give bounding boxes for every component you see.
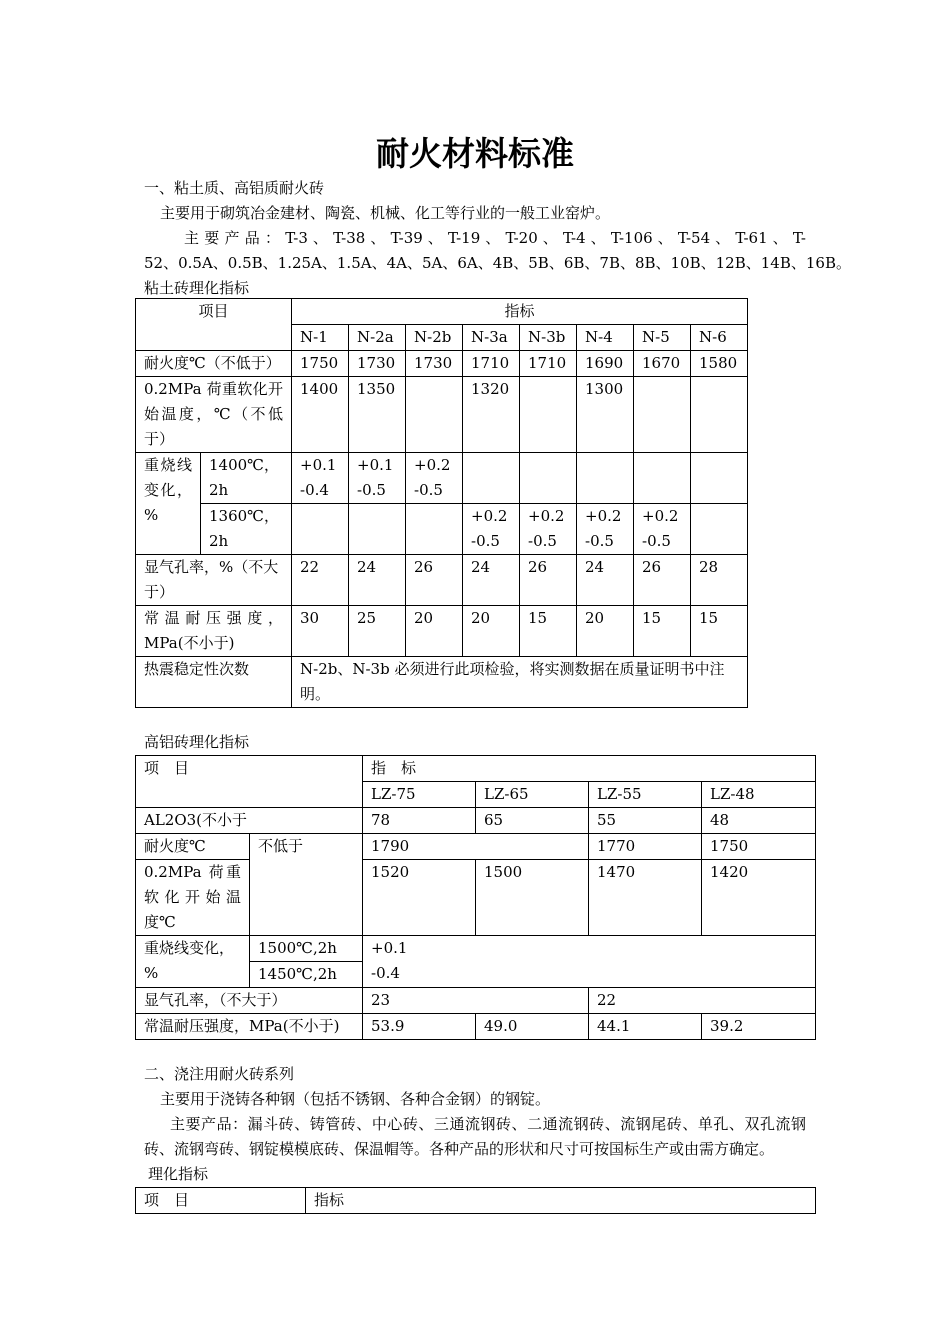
clay-value (349, 504, 406, 555)
alumina-refractoriness-qualifier: 不低于 (250, 834, 363, 936)
clay-value: 22 (292, 555, 349, 606)
clay-value: 1710 (463, 351, 520, 377)
clay-strength-label: 常温耐压强度，MPa(不小于) (136, 606, 292, 657)
clay-value: 1350 (349, 377, 406, 453)
clay-grade: N-6 (691, 325, 748, 351)
alumina-value: 1420 (702, 860, 816, 936)
clay-value: 20 (406, 606, 463, 657)
clay-value: 1300 (577, 377, 634, 453)
clay-value: 24 (349, 555, 406, 606)
clay-value: +0.2 -0.5 (406, 453, 463, 504)
clay-value: 26 (520, 555, 577, 606)
alumina-strength-label: 常温耐压强度，MPa(不小于) (136, 1014, 363, 1040)
clay-grade: N-2b (406, 325, 463, 351)
alumina-value: 53.9 (363, 1014, 476, 1040)
clay-value: +0.2 -0.5 (520, 504, 577, 555)
clay-value (520, 377, 577, 453)
clay-value: 26 (634, 555, 691, 606)
section1-usage: 主要用于砌筑冶金建材、陶瓷、机械、化工等行业的一般工业窑炉。 (160, 204, 611, 222)
clay-value: 1670 (634, 351, 691, 377)
clay-grade: N-2a (349, 325, 406, 351)
clay-item-header: 项目 (136, 299, 292, 351)
casting-index-header: 指标 (306, 1188, 816, 1214)
clay-softening-label: 0.2MPa 荷重软化开始温度，℃（不低于） (136, 377, 292, 453)
alumina-brick-table (135, 755, 816, 1040)
alumina-reheat-label: 重烧线变化，% (136, 936, 250, 988)
section1-products-line2: 52、0.5A、0.5B、1.25A、1.5A、4A、5A、6A、4B、5B、6B、7B、8B、10B、12B、14B、16B。 (144, 254, 851, 272)
clay-value (691, 453, 748, 504)
alumina-value: 23 (363, 988, 589, 1014)
alumina-value: 39.2 (702, 1014, 816, 1040)
clay-value: 24 (463, 555, 520, 606)
alumina-reheat-val1: +0.1 (371, 939, 408, 957)
section2-heading: 二、浇注用耐火砖系列 (144, 1065, 295, 1083)
alumina-value: 1750 (702, 834, 816, 860)
clay-value (292, 504, 349, 555)
alumina-reheat-val2: -0.4 (371, 964, 400, 982)
clay-value (691, 377, 748, 453)
clay-table-caption: 粘土砖理化指标 (144, 279, 250, 297)
section1-heading: 一、粘土质、高铝质耐火砖 (144, 179, 325, 197)
clay-porosity-label: 显气孔率，%（不大于） (136, 555, 292, 606)
alumina-table-caption: 高铝砖理化指标 (144, 733, 250, 751)
clay-thermal-shock-note: N-2b、N-3b 必须进行此项检验，将实测数据在质量证明书中注明。 (292, 657, 748, 708)
alumina-value: 55 (589, 808, 702, 834)
section2-usage: 主要用于浇铸各种钢（包括不锈钢、各种合金钢）的钢锭。 (160, 1090, 551, 1108)
clay-grade: N-4 (577, 325, 634, 351)
section2-caption: 理化指标 (148, 1165, 209, 1183)
alumina-grade: LZ-65 (476, 782, 589, 808)
clay-reheat-cond1: 1400℃，2h (201, 453, 292, 504)
alumina-value: 1520 (363, 860, 476, 936)
clay-refractoriness-label: 耐火度℃（不低于） (136, 351, 292, 377)
clay-value: 20 (463, 606, 520, 657)
clay-value: 28 (691, 555, 748, 606)
alumina-reheat-values (363, 936, 816, 988)
clay-value: 25 (349, 606, 406, 657)
clay-grade: N-5 (634, 325, 691, 351)
casting-item-header: 项 目 (136, 1188, 306, 1214)
clay-index-header: 指标 (292, 299, 748, 325)
section2-products-line2: 砖、流钢弯砖、钢锭模模底砖、保温帽等。各种产品的形状和尺寸可按国标生产或由需方确定。 (144, 1140, 775, 1158)
clay-value: 24 (577, 555, 634, 606)
alumina-value: 22 (589, 988, 816, 1014)
alumina-value: 65 (476, 808, 589, 834)
clay-value (406, 504, 463, 555)
alumina-softening-label: 0.2MPa 荷重软化开始温度℃ (136, 860, 250, 936)
clay-value (463, 453, 520, 504)
alumina-grade: LZ-48 (702, 782, 816, 808)
alumina-item-header: 项 目 (136, 756, 363, 808)
clay-value: +0.2 -0.5 (634, 504, 691, 555)
clay-brick-table (135, 298, 748, 708)
alumina-value: 44.1 (589, 1014, 702, 1040)
alumina-index-header: 指 标 (363, 756, 816, 782)
alumina-refractoriness-label: 耐火度℃ (136, 834, 250, 860)
alumina-value: 1770 (589, 834, 702, 860)
clay-grade: N-3b (520, 325, 577, 351)
clay-value (406, 377, 463, 453)
clay-value (634, 377, 691, 453)
clay-value: 15 (634, 606, 691, 657)
clay-value: 1690 (577, 351, 634, 377)
clay-reheat-label: 重烧线变化，% (136, 453, 201, 555)
alumina-grade: LZ-55 (589, 782, 702, 808)
clay-value: 1400 (292, 377, 349, 453)
alumina-reheat-cond1: 1500℃,2h (250, 936, 363, 962)
alumina-reheat-cond2: 1450℃,2h (250, 962, 363, 988)
page-title: 耐火材料标准 (376, 134, 574, 173)
alumina-al2o3-label: AL2O3(不小于 (136, 808, 363, 834)
alumina-value: 78 (363, 808, 476, 834)
clay-value: 1750 (292, 351, 349, 377)
clay-value: +0.1 -0.5 (349, 453, 406, 504)
clay-value: 15 (691, 606, 748, 657)
clay-value: 1710 (520, 351, 577, 377)
clay-value: +0.2 -0.5 (577, 504, 634, 555)
section2-products-line1: 主要产品：漏斗砖、铸管砖、中心砖、三通流钢砖、二通流钢砖、流钢尾砖、单孔、双孔流钢 (170, 1115, 806, 1133)
clay-value: 15 (520, 606, 577, 657)
section1-products-line1: 主 要 产 品 ： T-3 、 T-38 、 T-39 、 T-19 、 T-20 、 T-4 、 T-106 、 T-54 、 T-61 、 T- (184, 229, 806, 247)
alumina-grade: LZ-75 (363, 782, 476, 808)
clay-value: 1730 (406, 351, 463, 377)
alumina-porosity-label: 显气孔率，（不大于） (136, 988, 363, 1014)
clay-value: 26 (406, 555, 463, 606)
clay-value: 30 (292, 606, 349, 657)
clay-thermal-shock-label: 热震稳定性次数 (136, 657, 292, 708)
alumina-value: 48 (702, 808, 816, 834)
clay-grade: N-3a (463, 325, 520, 351)
clay-grade: N-1 (292, 325, 349, 351)
clay-value (634, 453, 691, 504)
alumina-value: 1790 (363, 834, 589, 860)
alumina-value: 1470 (589, 860, 702, 936)
casting-brick-table (135, 1187, 816, 1214)
clay-value: 1730 (349, 351, 406, 377)
clay-reheat-cond2: 1360℃，2h (201, 504, 292, 555)
clay-value (577, 453, 634, 504)
alumina-value: 1500 (476, 860, 589, 936)
clay-value: 20 (577, 606, 634, 657)
clay-value: +0.2 -0.5 (463, 504, 520, 555)
clay-value: 1320 (463, 377, 520, 453)
clay-value (520, 453, 577, 504)
clay-value (691, 504, 748, 555)
clay-value: +0.1 -0.4 (292, 453, 349, 504)
clay-value: 1580 (691, 351, 748, 377)
alumina-value: 49.0 (476, 1014, 589, 1040)
